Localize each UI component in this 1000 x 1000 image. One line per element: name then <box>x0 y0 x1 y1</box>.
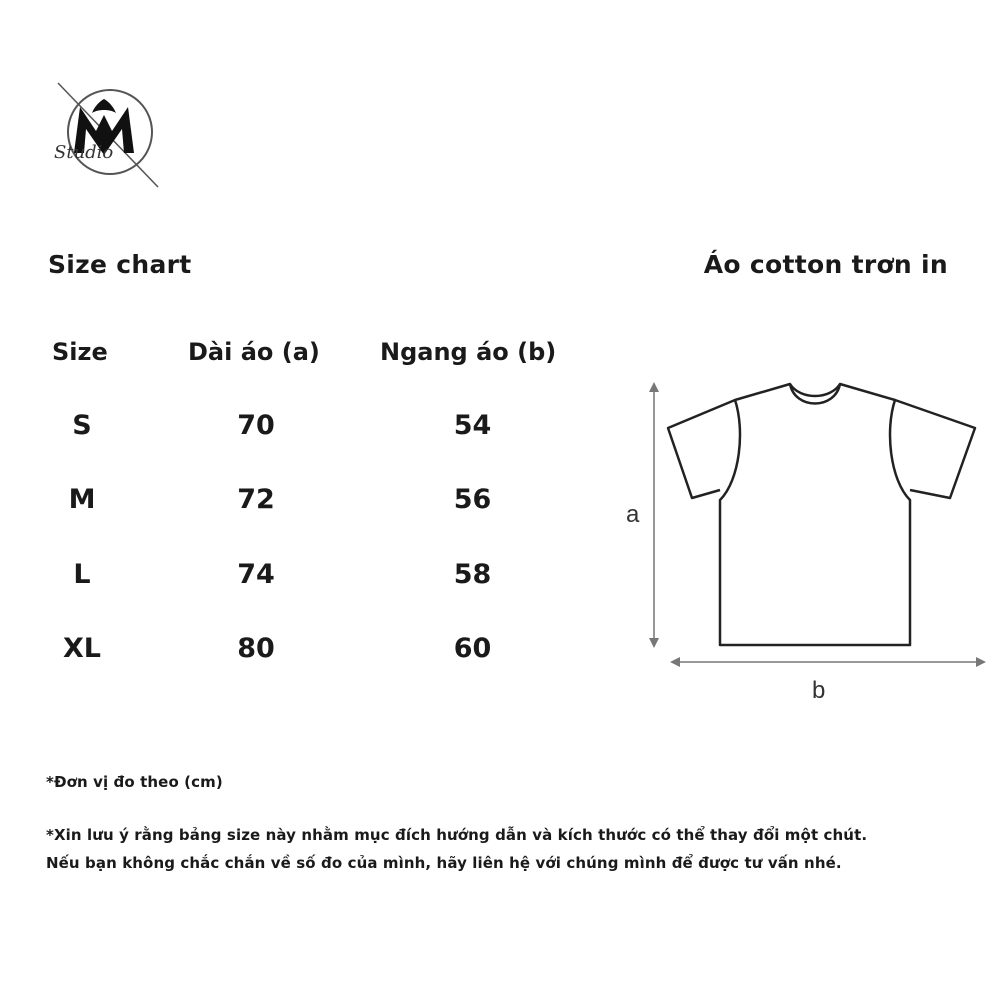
row-length-l: 74 <box>237 559 275 590</box>
row-length-xl: 80 <box>237 633 275 664</box>
disclaimer-line2: Nếu bạn không chắc chắn về số đo của mình, hãy liên hệ với chúng mình để được tư vấn nhé. <box>46 854 842 872</box>
tshirt-outline-icon <box>668 384 975 645</box>
unit-note: *Đơn vị đo theo (cm) <box>46 773 223 791</box>
header-size: Size <box>52 338 108 366</box>
label-a: a <box>626 501 640 528</box>
row-length-m: 72 <box>237 484 275 515</box>
row-length-s: 70 <box>237 410 275 441</box>
header-length: Dài áo (a) <box>188 338 320 366</box>
row-width-l: 58 <box>453 559 492 590</box>
studio-logo-icon <box>40 75 165 190</box>
product-title: Áo cotton trơn in <box>703 250 948 279</box>
arrow-b <box>670 657 986 667</box>
row-size-l: L <box>73 559 91 590</box>
tshirt-diagram <box>620 370 990 710</box>
row-size-m: M <box>68 484 96 515</box>
size-chart-title: Size chart <box>48 250 192 279</box>
row-size-s: S <box>72 410 92 441</box>
row-size-xl: XL <box>62 633 102 664</box>
row-width-s: 54 <box>453 410 492 441</box>
brand-logo <box>40 75 165 190</box>
header-width: Ngang áo (b) <box>380 338 557 366</box>
disclaimer-line1: *Xin lưu ý rằng bảng size này nhằm mục đích hướng dẫn và kích thước có thể thay đổi một chút. <box>46 826 868 844</box>
row-width-xl: 60 <box>453 633 492 664</box>
logo-wordmark: Studio <box>54 142 114 163</box>
arrow-a <box>649 382 659 648</box>
label-b: b <box>812 677 826 704</box>
row-width-m: 56 <box>453 484 492 515</box>
